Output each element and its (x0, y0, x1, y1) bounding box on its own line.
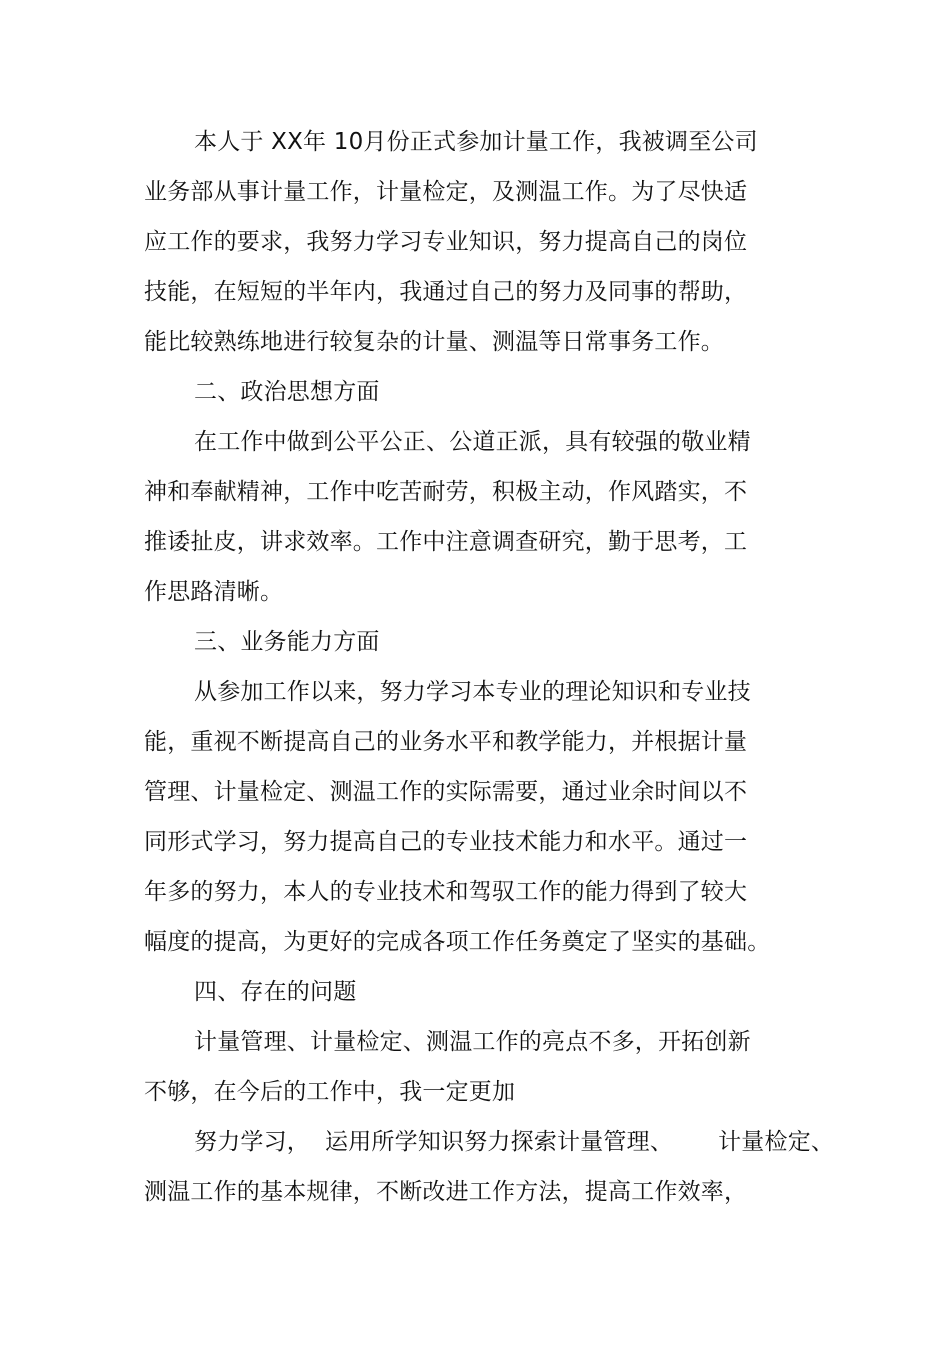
paragraph-ability-line-6: 幅度的提高，为更好的完成各项工作任务奠定了坚实的基础。 (144, 929, 771, 955)
paragraph-ability-line-3: 管理、计量检定、测温工作的实际需要，通过业余时间以不 (144, 779, 748, 805)
paragraph-political-line-3: 推诿扯皮，讲求效率。工作中注意调查研究，勤于思考，工 (144, 529, 748, 555)
paragraph-political-line-1: 在工作中做到公平公正、公道正派，具有较强的敬业精 (194, 429, 751, 455)
paragraph-intro-line-4: 技能，在短短的半年内，我通过自己的努力及同事的帮助， (144, 279, 748, 305)
paragraph-problems-line-1: 计量管理、计量检定、测温工作的亮点不多，开拓创新 (194, 1029, 751, 1055)
paragraph-intro-line-1: 本人于 XX年 10月份正式参加计量工作，我被调至公司 (194, 129, 758, 155)
paragraph-intro-line-3: 应工作的要求，我努力学习专业知识，努力提高自己的岗位 (144, 229, 748, 255)
paragraph-political-line-2: 神和奉献精神，工作中吃苦耐劳，积极主动，作风踏实，不 (144, 479, 748, 505)
paragraph-ability-line-5: 年多的努力，本人的专业技术和驾驭工作的能力得到了较大 (144, 879, 748, 905)
paragraph-ability-line-2: 能，重视不断提高自己的业务水平和教学能力，并根据计量 (144, 729, 748, 755)
paragraph-effort-line-2: 测温工作的基本规律，不断改进工作方法，提高工作效率， (144, 1179, 748, 1205)
paragraph-ability-line-4: 同形式学习，努力提高自己的专业技术能力和水平。通过一 (144, 829, 748, 855)
paragraph-effort-line-1: 努力学习， 运用所学知识努力探索计量管理、 计量检定、 (194, 1129, 835, 1155)
paragraph-intro-line-5: 能比较熟练地进行较复杂的计量、测温等日常事务工作。 (144, 329, 724, 355)
section-heading-problems: 四、存在的问题 (194, 979, 357, 1005)
paragraph-ability-line-1: 从参加工作以来，努力学习本专业的理论知识和专业技 (194, 679, 751, 705)
paragraph-intro-line-2: 业务部从事计量工作，计量检定，及测温工作。为了尽快适 (144, 179, 748, 205)
section-heading-political: 二、政治思想方面 (194, 379, 380, 405)
section-heading-ability: 三、业务能力方面 (194, 629, 380, 655)
paragraph-political-line-4: 作思路清晰。 (144, 579, 284, 605)
paragraph-problems-line-2: 不够，在今后的工作中，我一定更加 (144, 1079, 516, 1105)
